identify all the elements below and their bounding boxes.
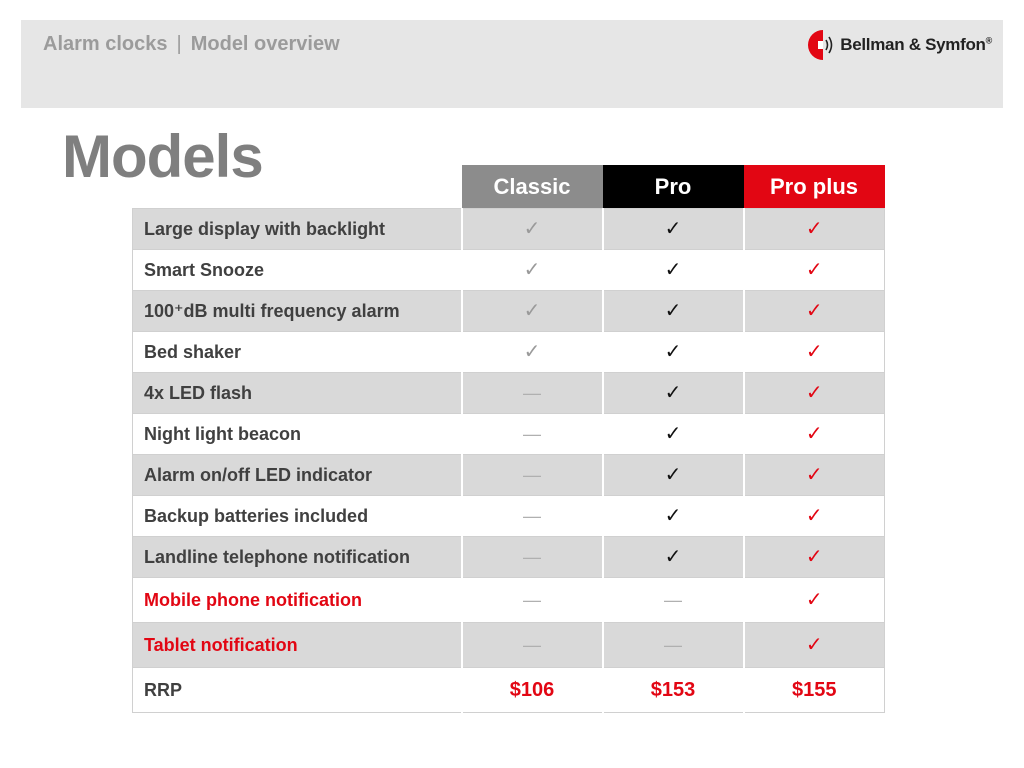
cell-pro-plus (744, 537, 885, 578)
cell-classic (462, 209, 603, 250)
feature-label: Mobile phone notification (133, 578, 462, 623)
check-icon: ✓ (523, 217, 541, 240)
check-icon: ✓ (664, 258, 682, 281)
check-icon: ✓ (523, 299, 541, 322)
page-title: Models (62, 123, 263, 190)
cell-pro (603, 496, 744, 537)
cell-pro-plus (744, 414, 885, 455)
cell-pro (603, 209, 744, 250)
table-row (133, 496, 885, 537)
check-icon: ✓ (805, 545, 823, 568)
breadcrumb (43, 33, 340, 56)
cell-pro (603, 373, 744, 414)
price-value: $153 (650, 678, 696, 701)
check-icon: ✓ (805, 217, 823, 240)
price-value: $155 (792, 678, 837, 701)
check-icon: ✓ (805, 422, 823, 445)
cell-classic (462, 373, 603, 414)
check-icon: ✓ (805, 463, 823, 486)
table-row (133, 373, 885, 414)
breadcrumb-separator: | (176, 33, 182, 55)
feature-label: Bed shaker (133, 332, 462, 373)
check-icon: ✓ (805, 340, 823, 363)
table-row (133, 291, 885, 332)
check-icon: ✓ (523, 258, 541, 281)
feature-label: Tablet notification (133, 623, 462, 668)
breadcrumb-subsection: Model overview (190, 33, 340, 55)
brand-logo (806, 28, 992, 62)
check-icon: ✓ (805, 258, 823, 281)
cell-pro-plus (744, 332, 885, 373)
check-icon: ✓ (805, 588, 823, 611)
cell-pro-plus (744, 373, 885, 414)
dash-icon: — (523, 634, 541, 655)
column-header-pro-plus: Pro plus (744, 165, 885, 209)
check-icon: ✓ (664, 340, 682, 363)
table-row (133, 623, 885, 668)
dash-icon: — (523, 464, 541, 485)
table-row (133, 332, 885, 373)
column-header-pro: Pro (603, 165, 744, 209)
dash-icon: — (523, 505, 541, 526)
cell-pro-plus (744, 291, 885, 332)
feature-label: Night light beacon (133, 414, 462, 455)
models-comparison-table (132, 165, 885, 713)
cell-classic (462, 455, 603, 496)
rrp-label: RRP (133, 668, 462, 713)
feature-label: 4x LED flash (133, 373, 462, 414)
check-icon: ✓ (664, 381, 682, 404)
cell-classic (462, 414, 603, 455)
check-icon: ✓ (664, 217, 682, 240)
feature-label: Alarm on/off LED indicator (133, 455, 462, 496)
cell-pro-plus (744, 455, 885, 496)
cell-classic (462, 537, 603, 578)
table-row (133, 414, 885, 455)
cell-pro (603, 537, 744, 578)
dash-icon: — (523, 423, 541, 444)
feature-label: Backup batteries included (133, 496, 462, 537)
table-row (133, 250, 885, 291)
price-classic (462, 668, 603, 713)
check-icon: ✓ (805, 633, 823, 656)
table-row (133, 209, 885, 250)
dash-icon: — (664, 589, 682, 610)
check-icon: ✓ (805, 299, 823, 322)
cell-classic (462, 496, 603, 537)
cell-pro (603, 414, 744, 455)
cell-pro (603, 455, 744, 496)
cell-pro-plus (744, 578, 885, 623)
cell-pro (603, 623, 744, 668)
cell-classic (462, 332, 603, 373)
cell-pro-plus (744, 496, 885, 537)
check-icon: ✓ (523, 340, 541, 363)
cell-pro (603, 578, 744, 623)
cell-pro-plus (744, 623, 885, 668)
feature-label: Large display with backlight (133, 209, 462, 250)
cell-classic (462, 250, 603, 291)
check-icon: ✓ (805, 381, 823, 404)
cell-pro-plus (744, 250, 885, 291)
cell-pro (603, 332, 744, 373)
table-row (133, 578, 885, 623)
table-row (133, 455, 885, 496)
dash-icon: — (523, 589, 541, 610)
breadcrumb-section: Alarm clocks (43, 33, 168, 55)
check-icon: ✓ (664, 545, 682, 568)
price-pro (603, 668, 744, 713)
price-pro-plus (744, 668, 885, 713)
header-blank-cell (133, 165, 462, 209)
cell-classic (462, 291, 603, 332)
table-row (133, 537, 885, 578)
dash-icon: — (664, 634, 682, 655)
column-header-classic: Classic (462, 165, 603, 209)
dash-icon: — (523, 546, 541, 567)
feature-label: Smart Snooze (133, 250, 462, 291)
price-value: $106 (509, 678, 555, 701)
cell-pro (603, 291, 744, 332)
check-icon: ✓ (664, 504, 682, 527)
feature-label: 100⁺dB multi frequency alarm (133, 291, 462, 332)
check-icon: ✓ (664, 422, 682, 445)
speaker-waves-icon (806, 28, 834, 62)
brand-name: Bellman & Symfon® (840, 35, 992, 54)
cell-pro-plus (744, 209, 885, 250)
cell-pro (603, 250, 744, 291)
cell-classic (462, 578, 603, 623)
check-icon: ✓ (664, 299, 682, 322)
rrp-row (133, 668, 885, 713)
check-icon: ✓ (805, 504, 823, 527)
cell-classic (462, 623, 603, 668)
dash-icon: — (523, 382, 541, 403)
check-icon: ✓ (664, 463, 682, 486)
feature-label: Landline telephone notification (133, 537, 462, 578)
